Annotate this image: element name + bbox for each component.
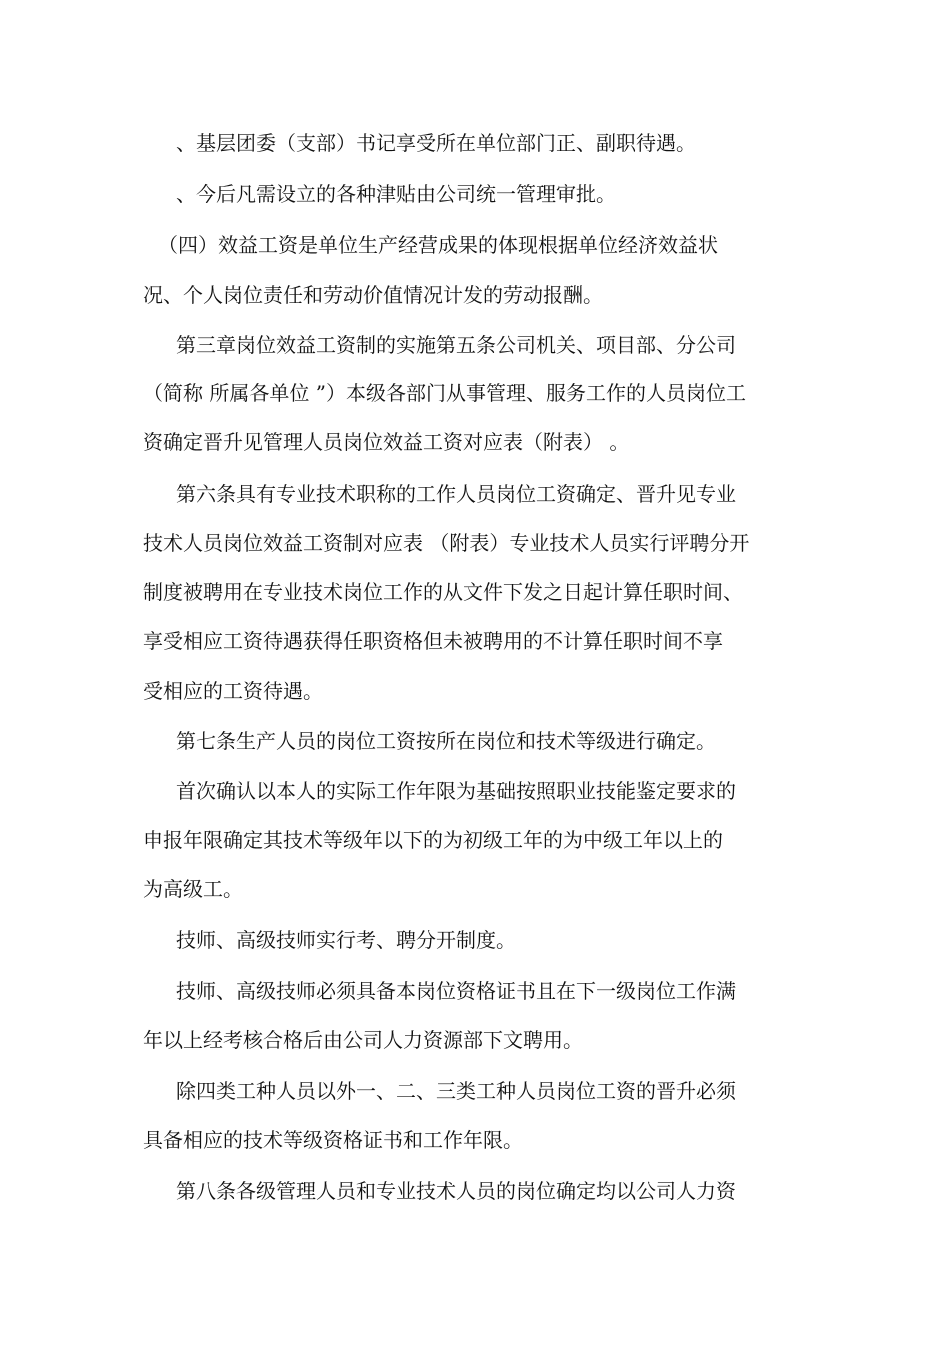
text-line: 申报年限确定其技术等级年以下的为初级工年的为中级工年以上的 <box>143 828 723 852</box>
text-line: 、今后凡需设立的各种津贴由公司统一管理审批。 <box>176 182 616 206</box>
text-line: 资确定晋升见管理人员岗位效益工资对应表（附表） 。 <box>143 430 630 454</box>
text-line: 技师、高级技师实行考、聘分开制度。 <box>176 928 516 952</box>
text-line: 为高级工。 <box>143 877 243 901</box>
text-line: （四）效益工资是单位生产经营成果的体现根据单位经济效益状 <box>158 233 718 257</box>
text-line: 享受相应工资待遇获得任职资格但未被聘用的不计算任职时间不享 <box>143 629 723 653</box>
text-line: 第八条各级管理人员和专业技术人员的岗位确定均以公司人力资 <box>176 1179 736 1203</box>
text-line: 制度被聘用在专业技术岗位工作的从文件下发之日起计算任职时间、 <box>143 580 743 604</box>
text-line: 况、个人岗位责任和劳动价值情况计发的劳动报酬。 <box>143 283 603 307</box>
text-line: 技师、高级技师必须具备本岗位资格证书且在下一级岗位工作满 <box>176 979 736 1003</box>
text-line: 技术人员岗位效益工资制对应表 （附表）专业技术人员实行评聘分开 <box>143 531 750 555</box>
text-line: 第六条具有专业技术职称的工作人员岗位工资确定、晋升见专业 <box>176 482 736 506</box>
text-line: 、基层团委（支部）书记享受所在单位部门正、副职待遇。 <box>176 131 696 155</box>
text-line: 年以上经考核合格后由公司人力资源部下文聘用。 <box>143 1028 583 1052</box>
text-line: 第七条生产人员的岗位工资按所在岗位和技术等级进行确定。 <box>176 729 716 753</box>
text-line: 第三章岗位效益工资制的实施第五条公司机关、项目部、分公司 <box>176 333 736 357</box>
text-line: 首次确认以本人的实际工作年限为基础按照职业技能鉴定要求的 <box>176 779 736 803</box>
text-line: 除四类工种人员以外一、二、三类工种人员岗位工资的晋升必须 <box>176 1079 736 1103</box>
text-line: （简称 所属各单位 ”）本级各部门从事管理、服务工作的人员岗位工 <box>143 381 746 405</box>
text-line: 具备相应的技术等级资格证书和工作年限。 <box>143 1128 523 1152</box>
text-line: 受相应的工资待遇。 <box>143 679 323 703</box>
